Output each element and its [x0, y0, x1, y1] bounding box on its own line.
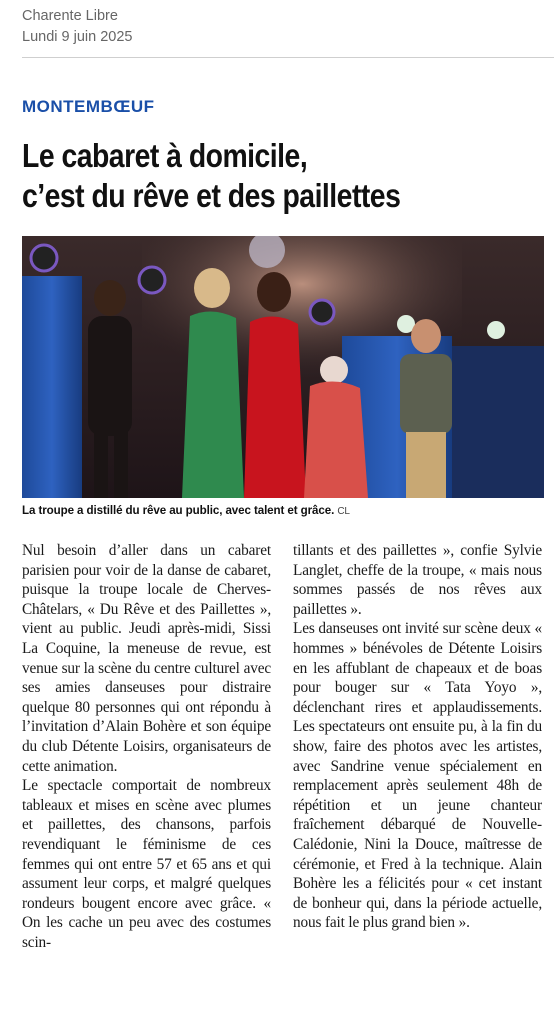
stage-photo-illustration [22, 236, 544, 498]
photo-credit: CL [337, 506, 350, 517]
header-divider [22, 57, 554, 58]
publication-name: Charente Libre [22, 8, 118, 24]
headline-line-1: Le cabaret à domicile, [22, 137, 308, 174]
article-photo [22, 236, 544, 498]
body-paragraph: Nul besoin d’aller dans un cabaret parisien pour voir de la danse de cabaret, puisque la troupe locale de Cherves-Châtelars, « Du Rêve et des Paillettes », vient au public. Jeudi après-midi, Sissi La Coquine, la meneuse de revue, est venue sur la scène du centre culturel avec ses amies danseuses pour distraire quelque 80 personnes qui ont répondu à l’invitation d’Alain Bohère et son équipe du club Détente Loisirs, organisateurs de cette animation. [22, 542, 271, 775]
body-column-right [293, 541, 542, 933]
body-paragraph: Les danseuses ont invité sur scène deux « hommes » bénévoles de Détente Loisirs en les affublant de chapeaux et de boas pour bouger sur « Tata Yoyo », déclenchant rires et applaudissements. Les spectateurs ont ensuite pu, à la fin du show, faire des photos avec les artistes, avec Sandrine venue spécialement en remplacement après seulement 48h de répétition et un jeune chanteur fraîchement débarqué de Nouvelle-Calédonie, Nini la Douce, maîtresse de cérémonie, et Fred à la technique. Alain Bohère les a félicités pour « cet instant de bonheur qui, dans la période actuelle, nous fait le plus grand bien ». [293, 620, 542, 932]
body-paragraph: tillants et des paillettes », confie Sylvie Langlet, cheffe de la troupe, « mais nous sommes passés de nos rêves aux paillettes ». [293, 542, 542, 618]
headline-line-2: c’est du rêve et des paillettes [22, 177, 401, 214]
body-paragraph: Le spectacle comportait de nombreux tableaux et mises en scène avec plumes et paillettes, des chansons, parfois revendiquant le féminisme de ces femmes qui ont entre 57 et 65 ans et qui assument leur corps, et malgré quelques rondeurs bougent encore avec grâce. « On les cache un peu avec des costumes scin- [22, 777, 271, 951]
body-column-left [22, 541, 271, 952]
publication-date: Lundi 9 juin 2025 [22, 29, 133, 45]
article-kicker: MONTEMBŒUF [22, 97, 155, 116]
masthead [22, 6, 132, 48]
caption-text: La troupe a distillé du rêve au public, avec talent et grâce. [22, 504, 335, 517]
article-headline [22, 136, 469, 216]
photo-caption [22, 503, 350, 520]
